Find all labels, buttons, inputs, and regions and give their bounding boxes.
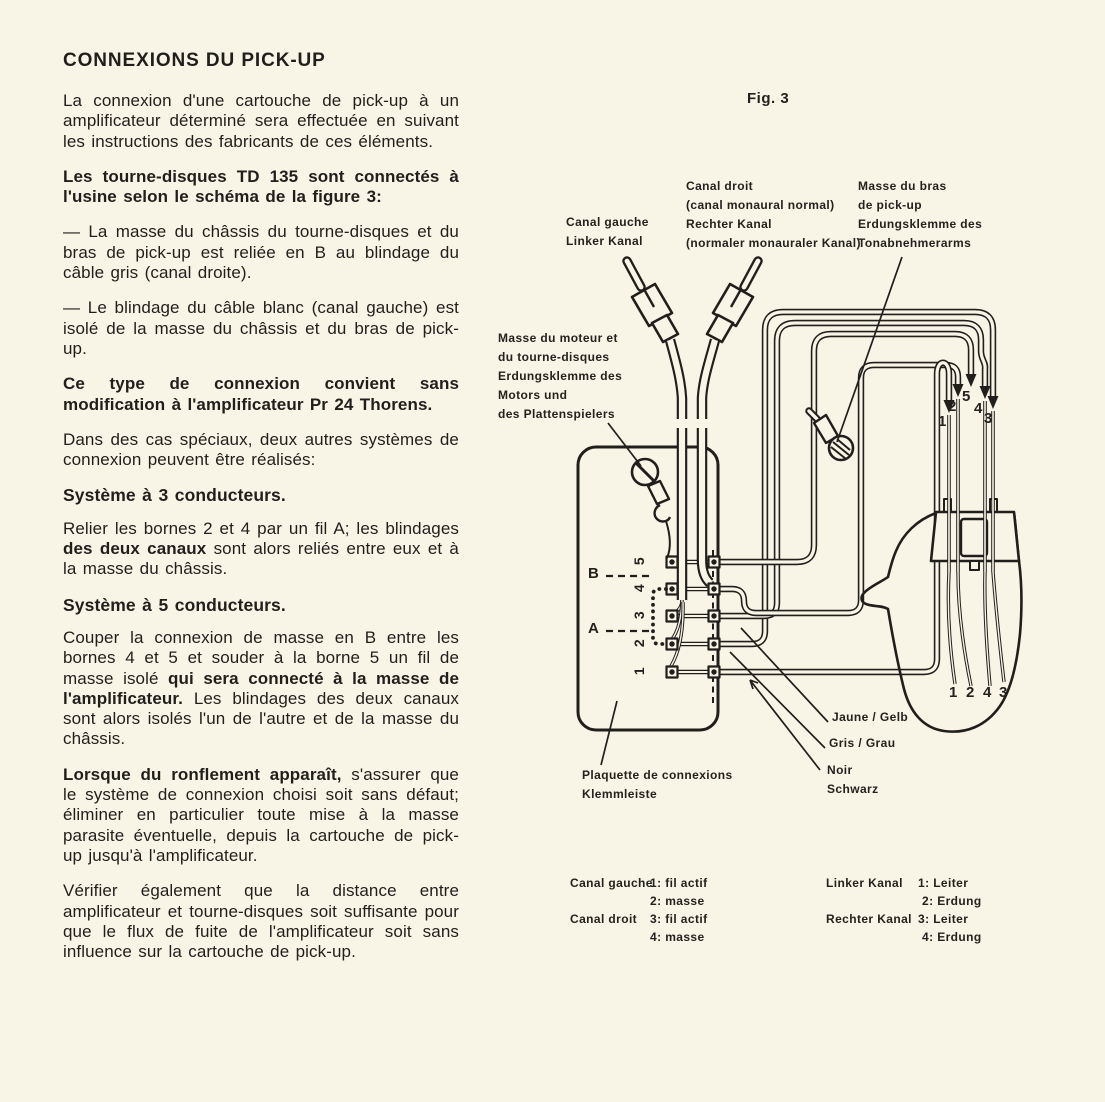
plug-left-channel — [627, 261, 678, 342]
label-gris: Gris / Grau — [829, 736, 896, 750]
label-masse-bras-2: de pick-up — [858, 198, 923, 212]
label-noir: Noir — [827, 763, 853, 777]
plug-right-channel — [707, 261, 758, 342]
paragraph: — Le blindage du câble blanc (canal gauche) est isolé de la masse du châssis et du bras de pick-up. — [63, 298, 459, 358]
terminal-number-1: 1 — [631, 666, 647, 676]
arrow-number-2: 2 — [948, 398, 957, 415]
arrow-number-5: 5 — [962, 388, 971, 405]
legend-rk-3: 3: Leiter — [918, 912, 969, 926]
cartridge-number-4: 4 — [983, 684, 992, 701]
terminal-number-2: 2 — [631, 638, 647, 648]
page-title: CONNEXIONS DU PICK-UP — [63, 50, 326, 71]
label-jaune: Jaune / Gelb — [832, 710, 909, 724]
paragraph: Dans des cas spéciaux, deux autres systèmes de connexion peuvent être réalisés: — [63, 429, 459, 470]
paragraph: — La masse du châssis du tourne-disques et du bras de pick-up est reliée en B au blindage du câble gris (canal droite). — [63, 222, 459, 283]
cartridge-number-2: 2 — [966, 684, 975, 701]
legend-cd-4: 4: masse — [650, 930, 705, 944]
terminal-number-5: 5 — [631, 556, 647, 566]
label-masse-moteur-5: des Plattenspielers — [498, 407, 615, 421]
wire-terminal1-to-pin1 — [716, 363, 949, 672]
terminal-number-4: 4 — [631, 583, 647, 593]
label-point-b: B — [588, 565, 600, 582]
legend-linker-kanal: Linker Kanal — [826, 876, 903, 890]
label-masse-moteur-2: du tourne-disques — [498, 350, 610, 364]
legend-rechter-kanal: Rechter Kanal — [826, 912, 912, 926]
cartridge-number-3: 3 — [999, 684, 1008, 701]
section-heading: Système à 5 conducteurs. — [63, 594, 286, 615]
section-heading: Système à 3 conducteurs. — [63, 485, 286, 506]
label-masse-bras-4: Tonabnehmerarms — [858, 236, 972, 250]
wire-terminal2-to-pin3 — [716, 312, 993, 644]
label-canal-droit-fr: Canal droit — [686, 179, 754, 193]
label-point-a: A — [588, 620, 600, 637]
label-plaquette-de: Klemmleiste — [582, 787, 658, 801]
legend-cg-1: 1: fil actif — [650, 876, 708, 890]
legend-cg-2: 2: masse — [650, 894, 705, 908]
cartridge-lead-wires — [948, 572, 1004, 686]
label-masse-moteur-4: Motors und — [498, 388, 568, 402]
legend-cd-3: 3: fil actif — [650, 912, 708, 926]
paragraph: Lorsque du ronflement apparaît, s'assurer que le système de connexion choisi soit sans défaut; éliminer en particulier toute mise à la masse parasite éventuelle, depuis la cartouche de pick-up jusqu'à l'amplificateur. — [63, 764, 459, 865]
label-schwarz: Schwarz — [827, 782, 879, 796]
label-plaquette-fr: Plaquette de connexions — [582, 768, 733, 782]
paragraph: La connexion d'une cartouche de pick-up à un amplificateur déterminé sera effectuée en suivant les instructions des fabricants de ces éléments. — [63, 91, 459, 151]
label-masse-bras-1: Masse du bras — [858, 179, 947, 193]
legend-lk-1: 1: Leiter — [918, 876, 969, 890]
paragraph: Couper la connexion de masse en B entre les bornes 4 et 5 et souder à la borne 5 un fil de masse isolé qui sera connecté à la masse de l'amplificateur. Les blindages des deux canaux sont alors isolés l'un de l'autre et de la masse du châssis. — [63, 627, 459, 749]
paragraph: Relier les bornes 2 et 4 par un fil A; les blindages des deux canaux sont alors reliés entre eux et à la masse du châssis. — [63, 518, 459, 579]
label-masse-moteur-1: Masse du moteur et — [498, 331, 618, 345]
label-canal-droit-fr-2: (canal monaural normal) — [686, 198, 835, 212]
arrow-number-4: 4 — [974, 400, 983, 417]
paragraph: Vérifier également que la distance entre amplificateur et tourne-disques soit suffisante pour que le flux de fuite de l'amplificateur soit sans influence sur la cartouche de pick-up. — [63, 881, 459, 962]
wire-terminal4-to-pin2 — [716, 365, 958, 613]
terminal-number-3: 3 — [631, 610, 647, 620]
label-masse-bras-3: Erdungsklemme des — [858, 217, 983, 231]
legend-rk-4: 4: Erdung — [922, 930, 982, 944]
label-canal-gauche-de: Linker Kanal — [566, 234, 643, 248]
figure-caption: Fig. 3 — [747, 90, 790, 107]
arrow-number-1: 1 — [938, 413, 947, 430]
paragraph: Ce type de connexion convient sans modification à l'amplificateur Pr 24 Thorens. — [63, 374, 459, 414]
label-canal-gauche-fr: Canal gauche — [566, 215, 649, 229]
legend-lk-2: 2: Erdung — [922, 894, 982, 908]
legend-canal-gauche: Canal gauche — [570, 876, 653, 890]
cable-grey-right-channel — [702, 340, 715, 583]
fil-a-dotted-bracket — [653, 589, 666, 644]
label-canal-droit-de: Rechter Kanal — [686, 217, 772, 231]
cartridge-number-1: 1 — [949, 684, 958, 701]
arrow-number-3: 3 — [984, 410, 993, 427]
motor-ground-screw — [632, 459, 670, 558]
paragraph: Les tourne-disques TD 135 sont connectés à l'usine selon le schéma de la figure 3: — [63, 166, 459, 207]
label-masse-moteur-3: Erdungsklemme des — [498, 369, 623, 383]
label-canal-droit-de-2: (normaler monauraler Kanal) — [686, 236, 861, 250]
legend-canal-droit: Canal droit — [570, 912, 638, 926]
